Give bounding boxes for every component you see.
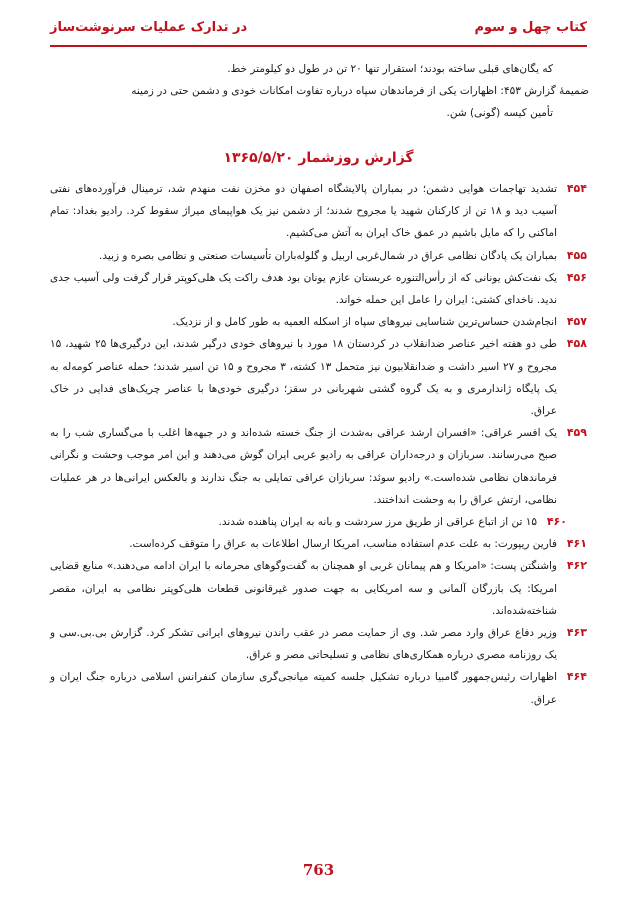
entry-text: فارین ریپورت: به علت عدم استفاده مناسب، امریکا ارسال اطلاعات به عراق را متوقف کرده‌است.	[129, 538, 557, 551]
report-entry	[50, 178, 587, 245]
report-entry	[50, 666, 587, 710]
attachment-note: ضمیمهٔ گزارش ۴۵۳: اظهارات یکی از فرماندهان سپاه درباره تفاوت امکانات خودی و دشمن حتی در زمینه	[131, 85, 589, 97]
entry-number: ۴۵۷	[566, 315, 587, 329]
entry-number: ۴۵۵	[566, 248, 587, 262]
report-entry	[50, 511, 587, 533]
intro-block	[50, 58, 589, 124]
entry-text: انجام‌شدن حساس‌ترین شناسایی نیروهای سپاه از اسکله العمیه به طور کامل و از نزدیک.	[172, 316, 557, 329]
report-entry	[50, 555, 587, 622]
header-divider	[50, 45, 587, 47]
report-entry	[50, 311, 587, 333]
report-entry	[50, 422, 587, 511]
entry-text: طی دو هفته اخیر عناصر ضدانقلاب در کردستان ۱۸ مورد با نیروهای خودی درگیر شدند، این درگیری‌ها ۲۵ شهید، ۱۵ مجروح و ۲۷ اسیر داشت و ضدانقلابیون نیز متحمل ۱۳ کشته، ۳ مجروح و ۱۵ تن اسیر شدند؛ حمله عناصر کومه‌له به یک پایگاه ژاندارمری و به یک گروه گشتی شهربانی در سقز؛ درگیری خودی‌ها با عناصر چریک‌های فدایی در خاک عراق.	[50, 338, 557, 418]
entry-number: ۴۵۸	[566, 337, 587, 351]
entry-number: ۴۶۳	[566, 626, 587, 640]
report-entry	[50, 333, 587, 422]
report-entry	[50, 267, 587, 311]
entry-text: اظهارات رئیس‌جمهور گامبیا درباره تشکیل جلسه کمیته میانجی‌گری سازمان کنفرانس اسلامی درباره جنگ ایران و عراق.	[50, 671, 557, 706]
entry-text: ۱۵ تن از اتباع عراقی از طریق مرز سردشت و بانه به ایران پناهنده شدند.	[218, 516, 537, 529]
report-entry	[50, 245, 587, 267]
entry-text: تشدید تهاجمات هوایی دشمن؛ در بمباران پالایشگاه اصفهان دو مخزن نفت منهدم شد، ترمینال فرآورده‌های نفتی آسیب دید و ۱۸ تن از کارکنان شهید یا مجروح شدند؛ از دشمن نیز یک هواپیمای میراژ سقوط کرد. رادیو بغداد: تمام اماکنی را که مایل باشیم در عمق خاک ایران به آتش می‌کشیم.	[50, 183, 557, 240]
entry-text: واشنگتن پست: «امریکا و هم پیمانان غربی او همچنان به گفت‌وگوهای محرمانه با ایران ادامه می‌دهند.» منابع قضایی امریکا: یک بازرگان آلمانی و سه امریکایی به جهت صدور غیرقانونی قطعات هلی‌کوپتر نظامی به ایران، مقصر شناخته‌شده‌اند.	[50, 560, 557, 617]
attachment-note-continuation: تأمین کیسه (گونی) شن.	[446, 107, 553, 119]
section-title: در تدارک عملیات سرنوشت‌ساز	[50, 20, 248, 35]
entry-text: بمباران یک پادگان نظامی عراق در شمال‌غربی اربیل و گلوله‌باران تأسیسات صنعتی و نظامی بصره و زبید.	[99, 249, 557, 262]
entry-number: ۴۵۴	[566, 182, 587, 195]
entry-number: ۴۵۶	[566, 270, 587, 284]
entry-number: ۴۶۰	[546, 515, 567, 529]
entry-number: ۴۵۹	[566, 426, 587, 440]
report-entries	[50, 178, 587, 711]
report-entry	[50, 622, 587, 666]
entry-number: ۴۶۲	[566, 559, 587, 573]
report-entry	[50, 533, 587, 555]
entry-text: یک افسر عراقی: «افسران ارشد عراقی به‌شدت از جنگ خسته شده‌اند و در جبهه‌ها اغلب با می‌گساری شب را به صبح می‌رسانند. سربازان و درجه‌داران عراقی به رادیو عربی ایران گوش می‌دهند و این امر موجب وحشت و نگرانی فرماندهان نظامی شده‌است.» رادیو سوئد: سربازان عراقی تمایلی به جنگ ندارند و بالعکس ایرانی‌ها در هر عملیات نظامی، ارتش عراق را به وحشت انداختند.	[50, 427, 557, 506]
book-title: کتاب چهل و سوم	[474, 20, 587, 35]
entry-number: ۴۶۴	[566, 670, 587, 684]
page-header	[50, 14, 587, 44]
entry-text: یک نفت‌کش یونانی که از رأس‌التنوره عربستان عازم یونان بود هدف راکت یک هلی‌کوپتر قرار گرفت ولی آسیب جدی ندید. ناخدای کشتی: ایران را عامل این حمله خواند.	[50, 271, 557, 307]
entry-text: وزیر دفاع عراق وارد مصر شد. وی از حمایت مصر در عقب راندن نیروهای ایرانی تشکر کرد. گزارش بی.بی.سی و یک روزنامه مصری درباره همکاری‌های نظامی و تسلیحاتی مصر و عراق.	[50, 627, 557, 662]
report-heading: گزارش روزشمار ۱۳۶۵/۵/۲۰	[223, 150, 414, 166]
entry-number: ۴۶۱	[566, 537, 587, 551]
page-number: 763	[302, 861, 335, 879]
intro-continuation: که یگان‌های قبلی ساخته بودند؛ استقرار تنها ۲۰ تن در طول دو کیلومتر خط.	[227, 63, 553, 75]
